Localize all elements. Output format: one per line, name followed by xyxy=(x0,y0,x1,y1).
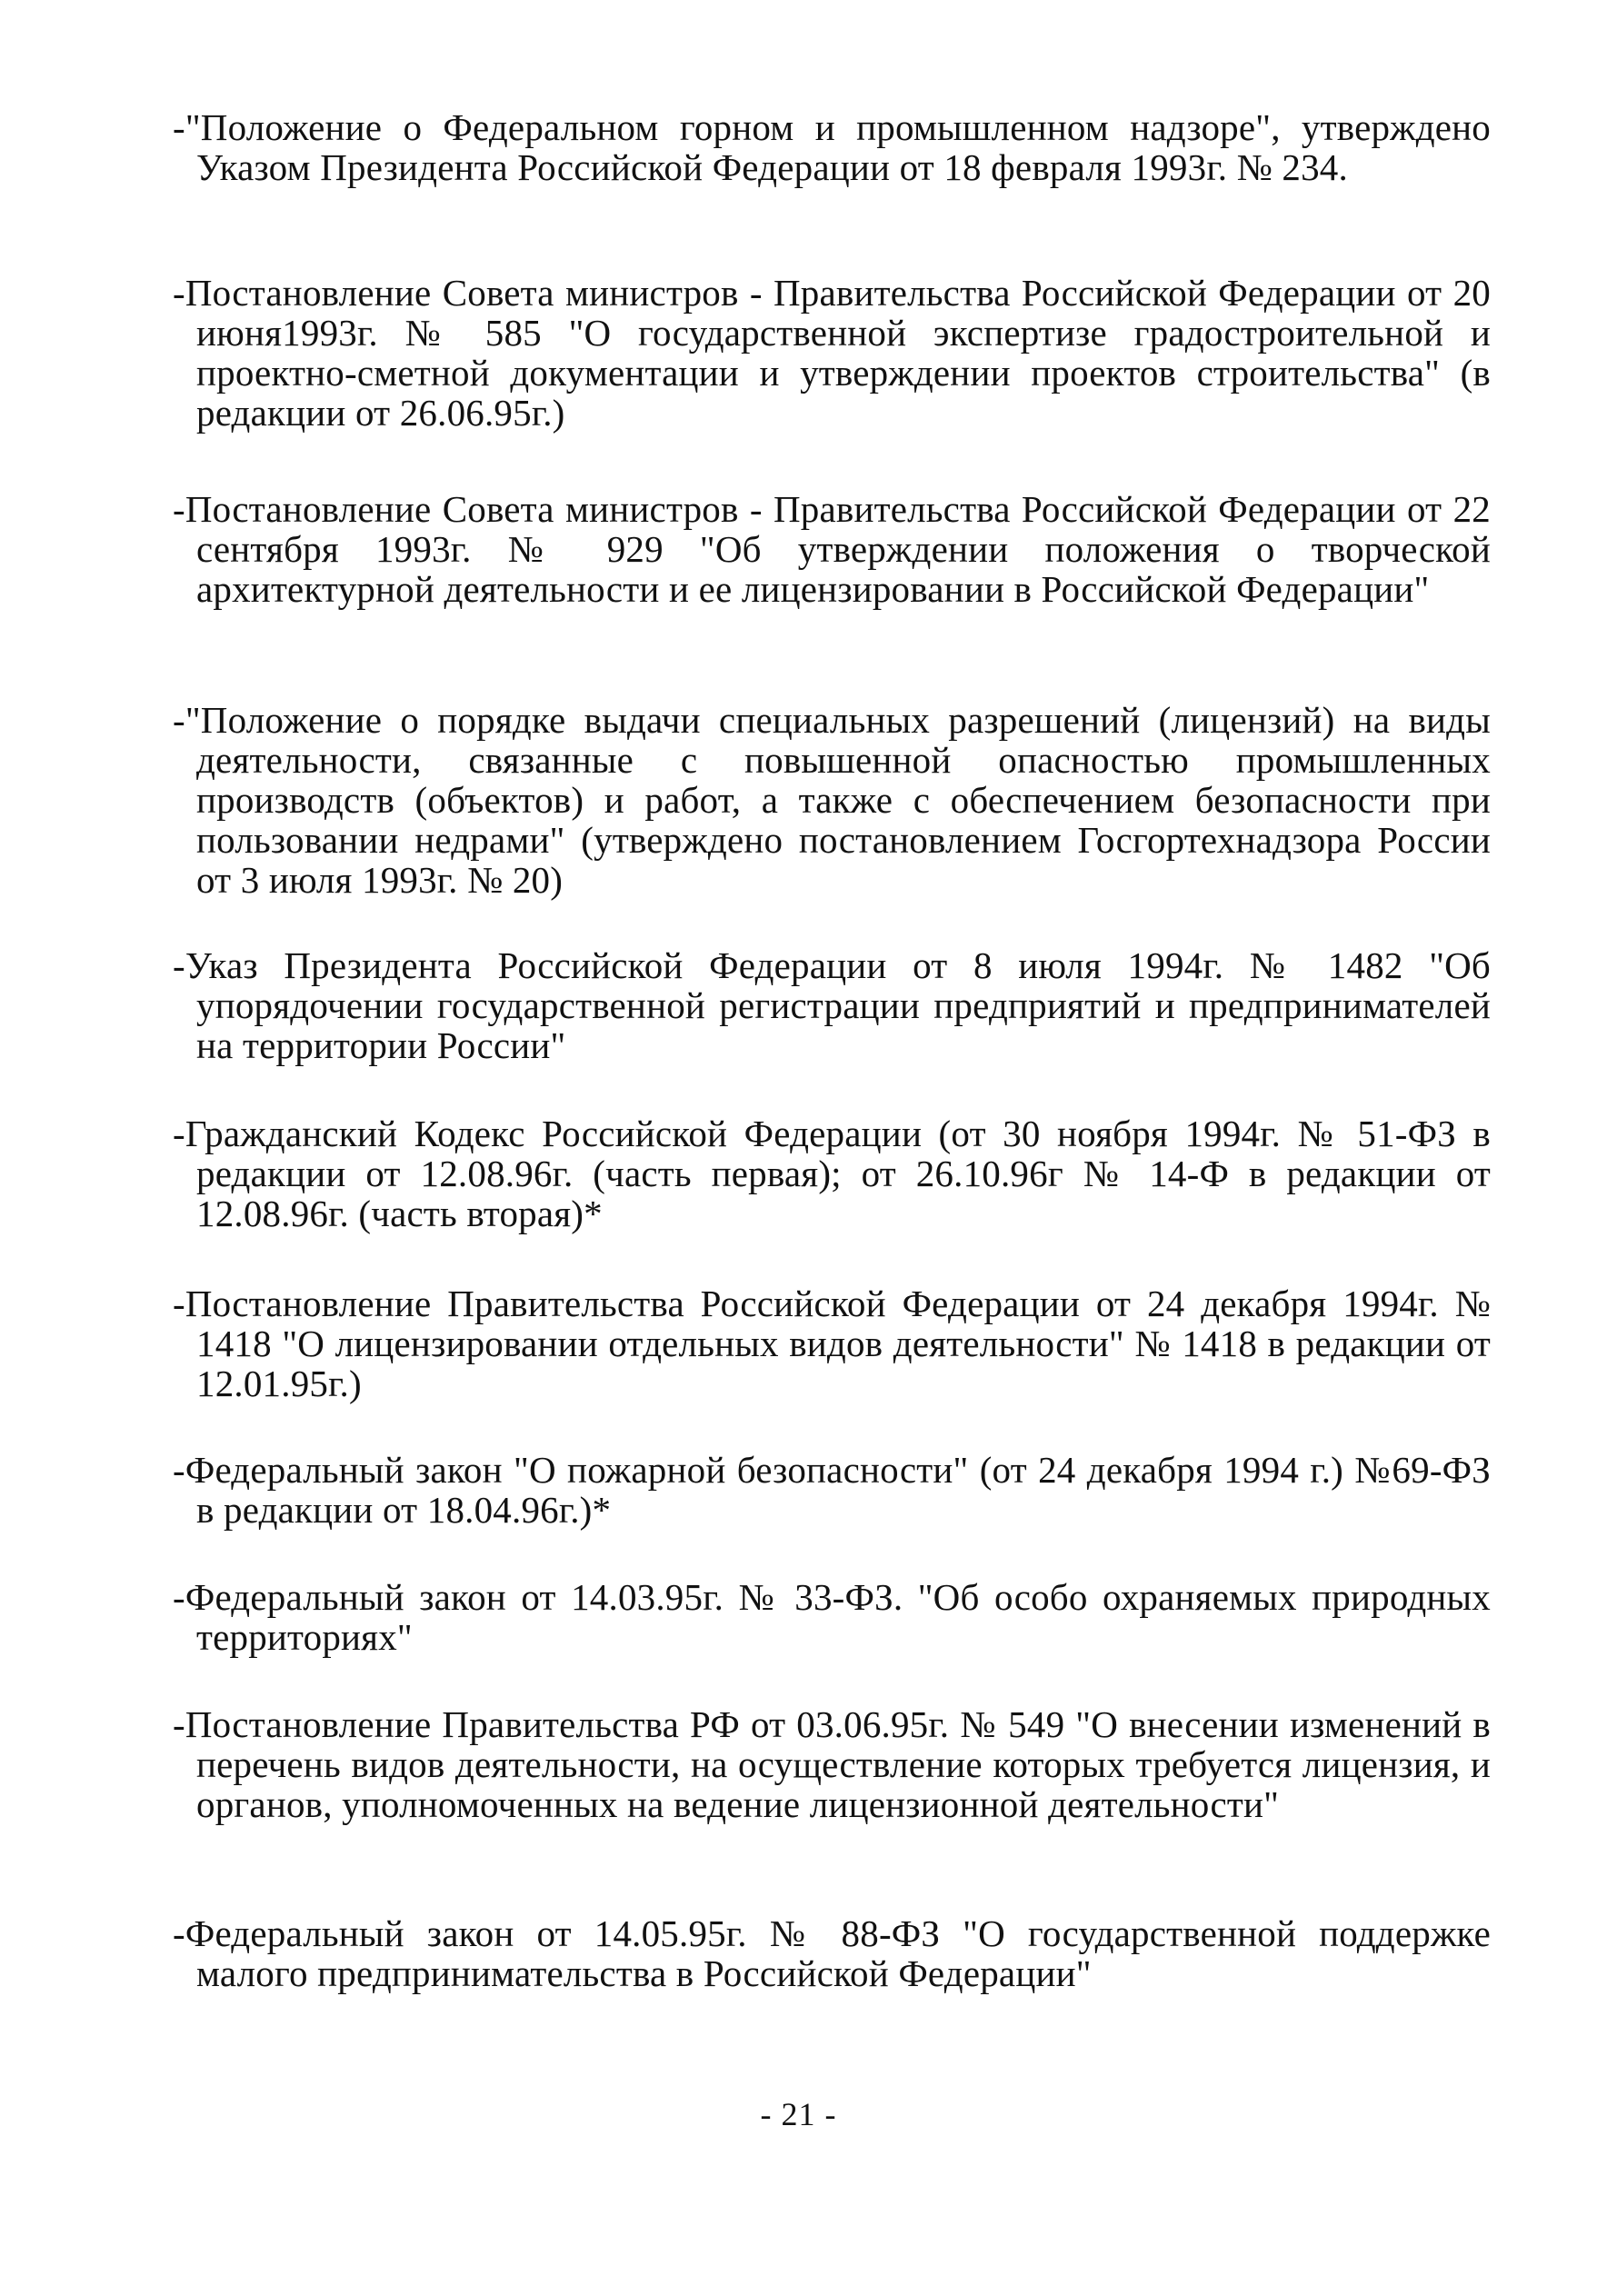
entry-text: -Указ Президента Российской Федерации от 8 июля 1994г. № 1482 "Об упорядочении государственной регистрации предприятий и предпринимателей на территории России" xyxy=(173,944,1491,1066)
legal-reference-entry xyxy=(173,1450,1491,1530)
legal-reference-entry xyxy=(173,107,1491,187)
legal-reference-entry xyxy=(173,700,1491,900)
legal-reference-entry xyxy=(173,1913,1491,1993)
entry-text: -Постановление Правительства Российской Федерации от 24 декабря 1994г. № 1418 "О лицензировании отдельных видов деятельности" № 1418 в редакции от 12.01.95г.) xyxy=(173,1283,1491,1404)
entry-text: -Постановление Совета министров - Правительства Российской Федерации от 20 июня1993г. № 585 "О государственной экспертизе градостроительной и проектно-сметной документации и утверждении проектов строительства" (в редакции от 26.06.95г.) xyxy=(173,272,1491,434)
legal-reference-entry xyxy=(173,1113,1491,1233)
legal-reference-entry xyxy=(173,1577,1491,1657)
legal-reference-entry xyxy=(173,945,1491,1065)
entry-text: -Гражданский Кодекс Российской Федерации (от 30 ноября 1994г. № 51-ФЗ в редакции от 12.08.96г. (часть первая); от 26.10.96г № 14-Ф в редакции от 12.08.96г. (часть вторая)* xyxy=(173,1113,1491,1234)
entry-text: -"Положение о порядке выдачи специальных разрешений (лицензий) на виды деятельности, связанные с повышенной опасностью промышленных производств (объектов) и работ, а также с обеспечением безопасности при пользовании недрами" (утверждено постановлением Госгортехнадзора России от 3 июля 1993г. № 20) xyxy=(173,699,1491,901)
entry-text: -Федеральный закон от 14.03.95г. № 33-ФЗ. "Об особо охраняемых природных территориях" xyxy=(173,1576,1491,1658)
entry-text: -Федеральный закон "О пожарной безопасности" (от 24 декабря 1994 г.) №69-ФЗ в редакции от 18.04.96г.)* xyxy=(173,1449,1491,1531)
entry-text: -"Положение о Федеральном горном и промышленном надзоре", утверждено Указом Президента Российской Федерации от 18 февраля 1993г. № 234. xyxy=(173,106,1491,188)
page-number: - 21 - xyxy=(760,2096,837,2132)
entry-text: -Постановление Совета министров - Правительства Российской Федерации от 22 сентября 1993г. № 929 "Об утверждении положения о творческой архитектурной деятельности и ее лицензировании в Российской Федерации" xyxy=(173,488,1491,610)
entry-text: -Федеральный закон от 14.05.95г. № 88-ФЗ "О государственной поддержке малого предпринимательства в Российской Федерации" xyxy=(173,1912,1491,1994)
legal-reference-entry xyxy=(173,273,1491,433)
entry-text: -Постановление Правительства РФ от 03.06.95г. № 549 "О внесении изменений в перечень видов деятельности, на осуществление которых требуется лицензия, и органов, уполномоченных на ведение лицензионной деятельности" xyxy=(173,1703,1491,1825)
legal-reference-entry xyxy=(173,1704,1491,1824)
legal-reference-entry xyxy=(173,1283,1491,1403)
legal-reference-entry xyxy=(173,489,1491,609)
